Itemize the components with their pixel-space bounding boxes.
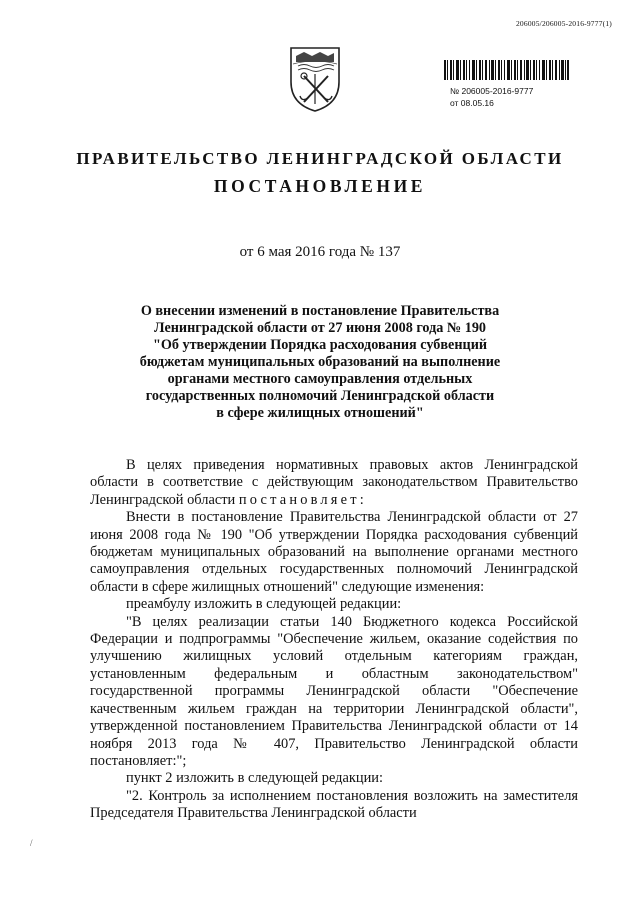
body-paragraph: Внести в постановление Правительства Ленинградской области от 27 июня 2008 года № 190 "Об утверждении Порядка расходования субвенций бюджетам муниципальных образований на выполнение органами местного самоуправления отдельных государственных полномочий Ленинградской области в сфере жилищных отношений" следующие изменения:	[90, 509, 578, 595]
registration-date: от 08.05.16	[450, 98, 494, 108]
registration-info	[450, 85, 533, 109]
subject-line: бюджетам муниципальных образований на выполнение	[139, 354, 501, 370]
subject-line: О внесении изменений в постановление Правительства	[140, 303, 500, 319]
coat-of-arms-icon	[286, 44, 344, 114]
subject-line: в сфере жилищных отношений"	[216, 405, 424, 421]
margin-mark: /	[30, 838, 33, 848]
body-paragraph: преамбулу изложить в следующей редакции:	[126, 596, 402, 613]
preamble-text: В целях приведения нормативных правовых актов Ленинградской области в соответствие с действующим законодательством Правительство Ленинградской области	[90, 457, 578, 508]
body-paragraph: пункт 2 изложить в следующей редакции:	[126, 770, 383, 787]
document-body	[90, 457, 578, 823]
document-subject	[130, 303, 510, 422]
subject-line: Ленинградской области от 27 июня 2008 года № 190	[153, 320, 487, 336]
document-reference: 206005/206005-2016-9777(1)	[515, 19, 612, 28]
subject-line: органами местного самоуправления отдельных	[167, 371, 473, 387]
document-type-title: ПОСТАНОВЛЕНИЕ	[213, 176, 427, 196]
registration-number: № 206005-2016-9777	[450, 86, 534, 96]
resolves-word: постановляет:	[238, 491, 367, 508]
subject-line: государственных полномочий Ленинградской области	[145, 388, 495, 404]
document-date-number: от 6 мая 2016 года № 137	[239, 244, 401, 260]
body-paragraph: "В целях реализации статьи 140 Бюджетного кодекса Российской Федерации и подпрограммы "Обеспечение жильем, оказание содействия по улучшению жилищных условий отдельным категориям граждан, установленным федеральным и областным законодательством" государственной программы Ленинградской области "Обеспечение качественным жильем граждан на территории Ленинградской области", утвержденной постановлением Правительства Ленинградской области от 14 ноября 2013 года № 407, Правительство Ленинградской области постановляет:";	[90, 613, 578, 769]
body-paragraph: "2. Контроль за исполнением постановления возложить на заместителя Председателя Правительства Ленинградской области	[90, 787, 578, 822]
government-title: ПРАВИТЕЛЬСТВО ЛЕНИНГРАДСКОЙ ОБЛАСТИ	[76, 149, 564, 168]
body-paragraph	[90, 457, 578, 509]
barcode-icon	[444, 60, 569, 80]
subject-line: "Об утверждении Порядка расходования субвенций	[152, 337, 488, 353]
